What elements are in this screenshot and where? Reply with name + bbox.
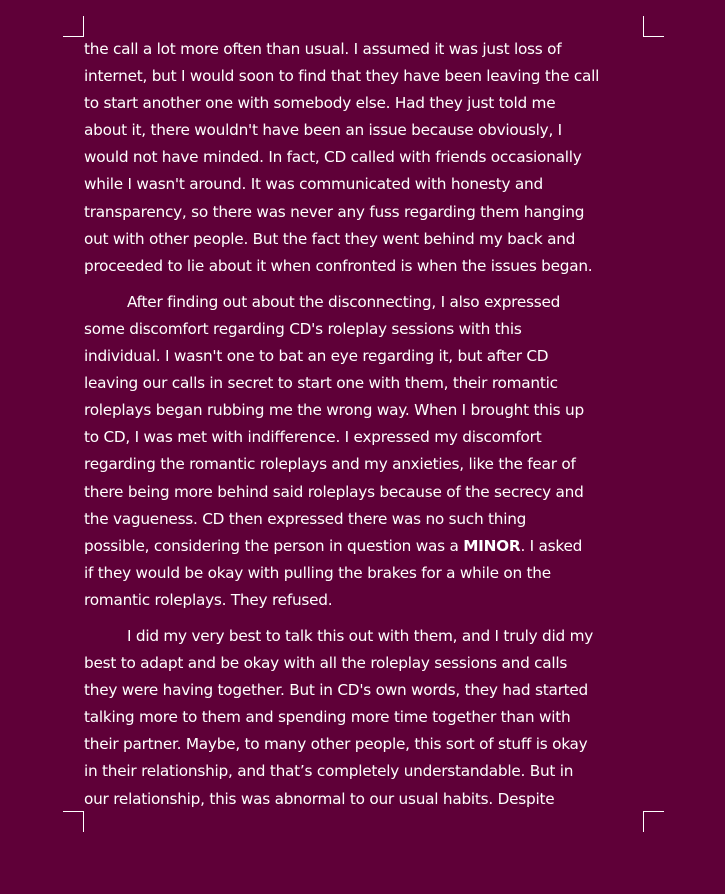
- paragraph-3: [84, 623, 644, 813]
- text-line: transparency, so there was never any fuss regarding them hanging: [84, 202, 585, 221]
- crop-mark-top-left: [63, 16, 84, 37]
- text-line: roleplays began rubbing me the wrong way. When I brought this up: [84, 401, 584, 420]
- paragraph-2: [84, 289, 644, 614]
- minor-line-before: possible, considering the person in question was a: [84, 536, 464, 555]
- text-line-minor: [84, 533, 644, 560]
- paragraph-1: [84, 36, 644, 280]
- minor-line-after: . I asked: [520, 536, 583, 555]
- text-line: while I wasn't around. It was communicated with honesty and: [84, 175, 543, 194]
- text-line: best to adapt and be okay with all the roleplay sessions and calls: [84, 654, 568, 673]
- crop-mark-bottom-right: [643, 811, 664, 832]
- text-line: some discomfort regarding CD's roleplay sessions with this: [84, 319, 522, 338]
- text-line: the call a lot more often than usual. I assumed it was just loss of: [84, 40, 562, 58]
- crop-mark-bottom-left: [63, 811, 84, 832]
- text-line: would not have minded. In fact, CD called with friends occasionally: [84, 148, 582, 167]
- text-line: our relationship, this was abnormal to our usual habits. Despite: [84, 789, 555, 808]
- text-line: to CD, I was met with indifference. I expressed my discomfort: [84, 428, 542, 447]
- minor-emphasis: MINOR: [463, 536, 521, 555]
- text-line: out with other people. But the fact they went behind my back and: [84, 229, 576, 248]
- text-line: leaving our calls in secret to start one with them, their romantic: [84, 374, 558, 393]
- text-line: proceeded to lie about it when confronted is when the issues began.: [84, 256, 593, 275]
- text-line: if they would be okay with pulling the brakes for a while on the: [84, 563, 551, 582]
- text-line: they were having together. But in CD's own words, they had started: [84, 681, 588, 700]
- text-line: talking more to them and spending more time together than with: [84, 708, 571, 727]
- text-line: romantic roleplays. They refused.: [84, 590, 333, 609]
- text-line: regarding the romantic roleplays and my anxieties, like the fear of: [84, 455, 576, 474]
- text-line: to start another one with somebody else. Had they just told me: [84, 94, 556, 113]
- crop-mark-top-right: [643, 16, 664, 37]
- text-line: the vagueness. CD then expressed there was no such thing: [84, 509, 527, 528]
- text-line: about it, there wouldn't have been an issue because obviously, I: [84, 121, 562, 140]
- text-line: internet, but I would soon to find that they have been leaving the call: [84, 67, 600, 86]
- text-line: their partner. Maybe, to many other people, this sort of stuff is okay: [84, 735, 588, 754]
- text-line: individual. I wasn't one to bat an eye regarding it, but after CD: [84, 347, 549, 366]
- body-text: [84, 36, 644, 822]
- text-line: I did my very best to talk this out with them, and I truly did my: [127, 626, 594, 645]
- text-line: After finding out about the disconnecting, I also expressed: [127, 292, 561, 311]
- text-line: in their relationship, and that’s completely understandable. But in: [84, 762, 574, 781]
- text-line: there being more behind said roleplays because of the secrecy and: [84, 482, 584, 501]
